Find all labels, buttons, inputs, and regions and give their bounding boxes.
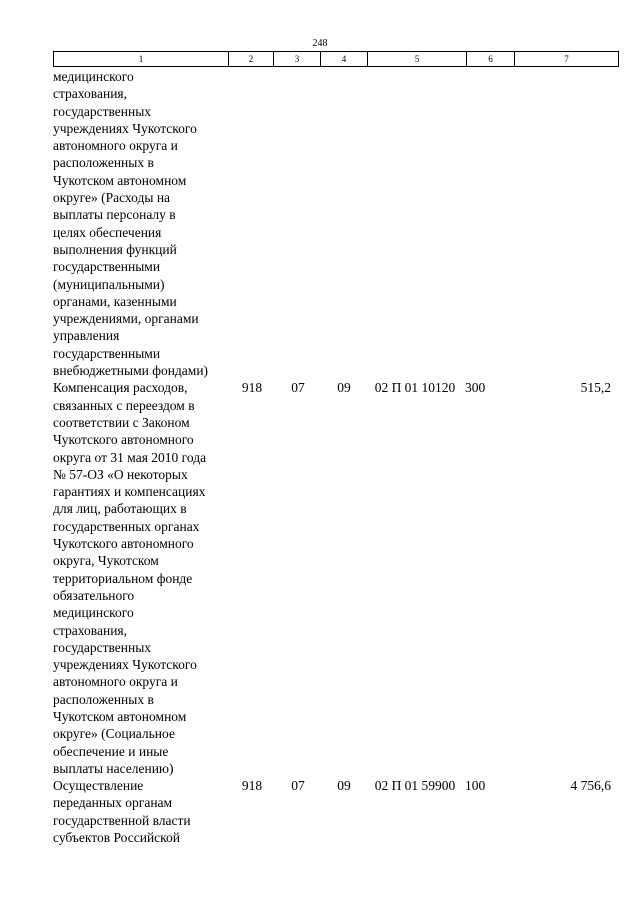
section-code: 07: [291, 778, 305, 794]
target-article-code: 02 П 01 59900: [374, 778, 456, 794]
budget-table-body: [53, 68, 611, 846]
subsection-code: 09: [337, 380, 351, 396]
header-col-3: 3: [274, 52, 321, 67]
header-col-6: 6: [467, 52, 515, 67]
header-col-1: 1: [54, 52, 229, 67]
page-number: 248: [312, 38, 328, 49]
table-row: [53, 68, 611, 379]
amount: 4 756,6: [570, 778, 611, 794]
table-row: [53, 379, 611, 777]
target-article-code: 02 П 01 10120: [374, 380, 456, 396]
admin-code: 918: [241, 778, 263, 794]
amount: 515,2: [580, 380, 611, 396]
row-description: Осуществление переданных органам государственной власти субъектов Российской: [53, 778, 191, 846]
column-number-header: [53, 51, 619, 67]
admin-code: 918: [241, 380, 263, 396]
section-code: 07: [291, 380, 305, 396]
subsection-code: 09: [337, 778, 351, 794]
header-col-2: 2: [229, 52, 274, 67]
expense-type-code: 300: [465, 380, 486, 396]
table-row: [53, 777, 611, 846]
row-description: Компенсация расходов, связанных с переездом в соответствии с Законом Чукотского автономного округа от 31 мая 2010 года № 57-ОЗ «О некоторых гарантиях и компенсациях для лиц, работающих в государственных органах Чукотского автономного округа, Чукотском территориальном фонде обязательного медицинского страхования, государственных учреждениях Чукотского автономного округа и расположенных в Чукотском автономном округе» (Социальное обеспечение и иные выплаты населению): [53, 380, 207, 776]
header-col-4: 4: [321, 52, 368, 67]
header-col-5: 5: [368, 52, 467, 67]
expense-type-code: 100: [465, 778, 486, 794]
row-description: медицинского страхования, государственных учреждениях Чукотского автономного округа и расположенных в Чукотском автономном округе» (Расходы на выплаты персоналу в целях обеспечения выполнения функций государственными (муниципальными) органами, казенными учреждениями, органами управления государственными внебюджетными фондами): [53, 69, 209, 379]
header-col-7: 7: [515, 52, 619, 67]
